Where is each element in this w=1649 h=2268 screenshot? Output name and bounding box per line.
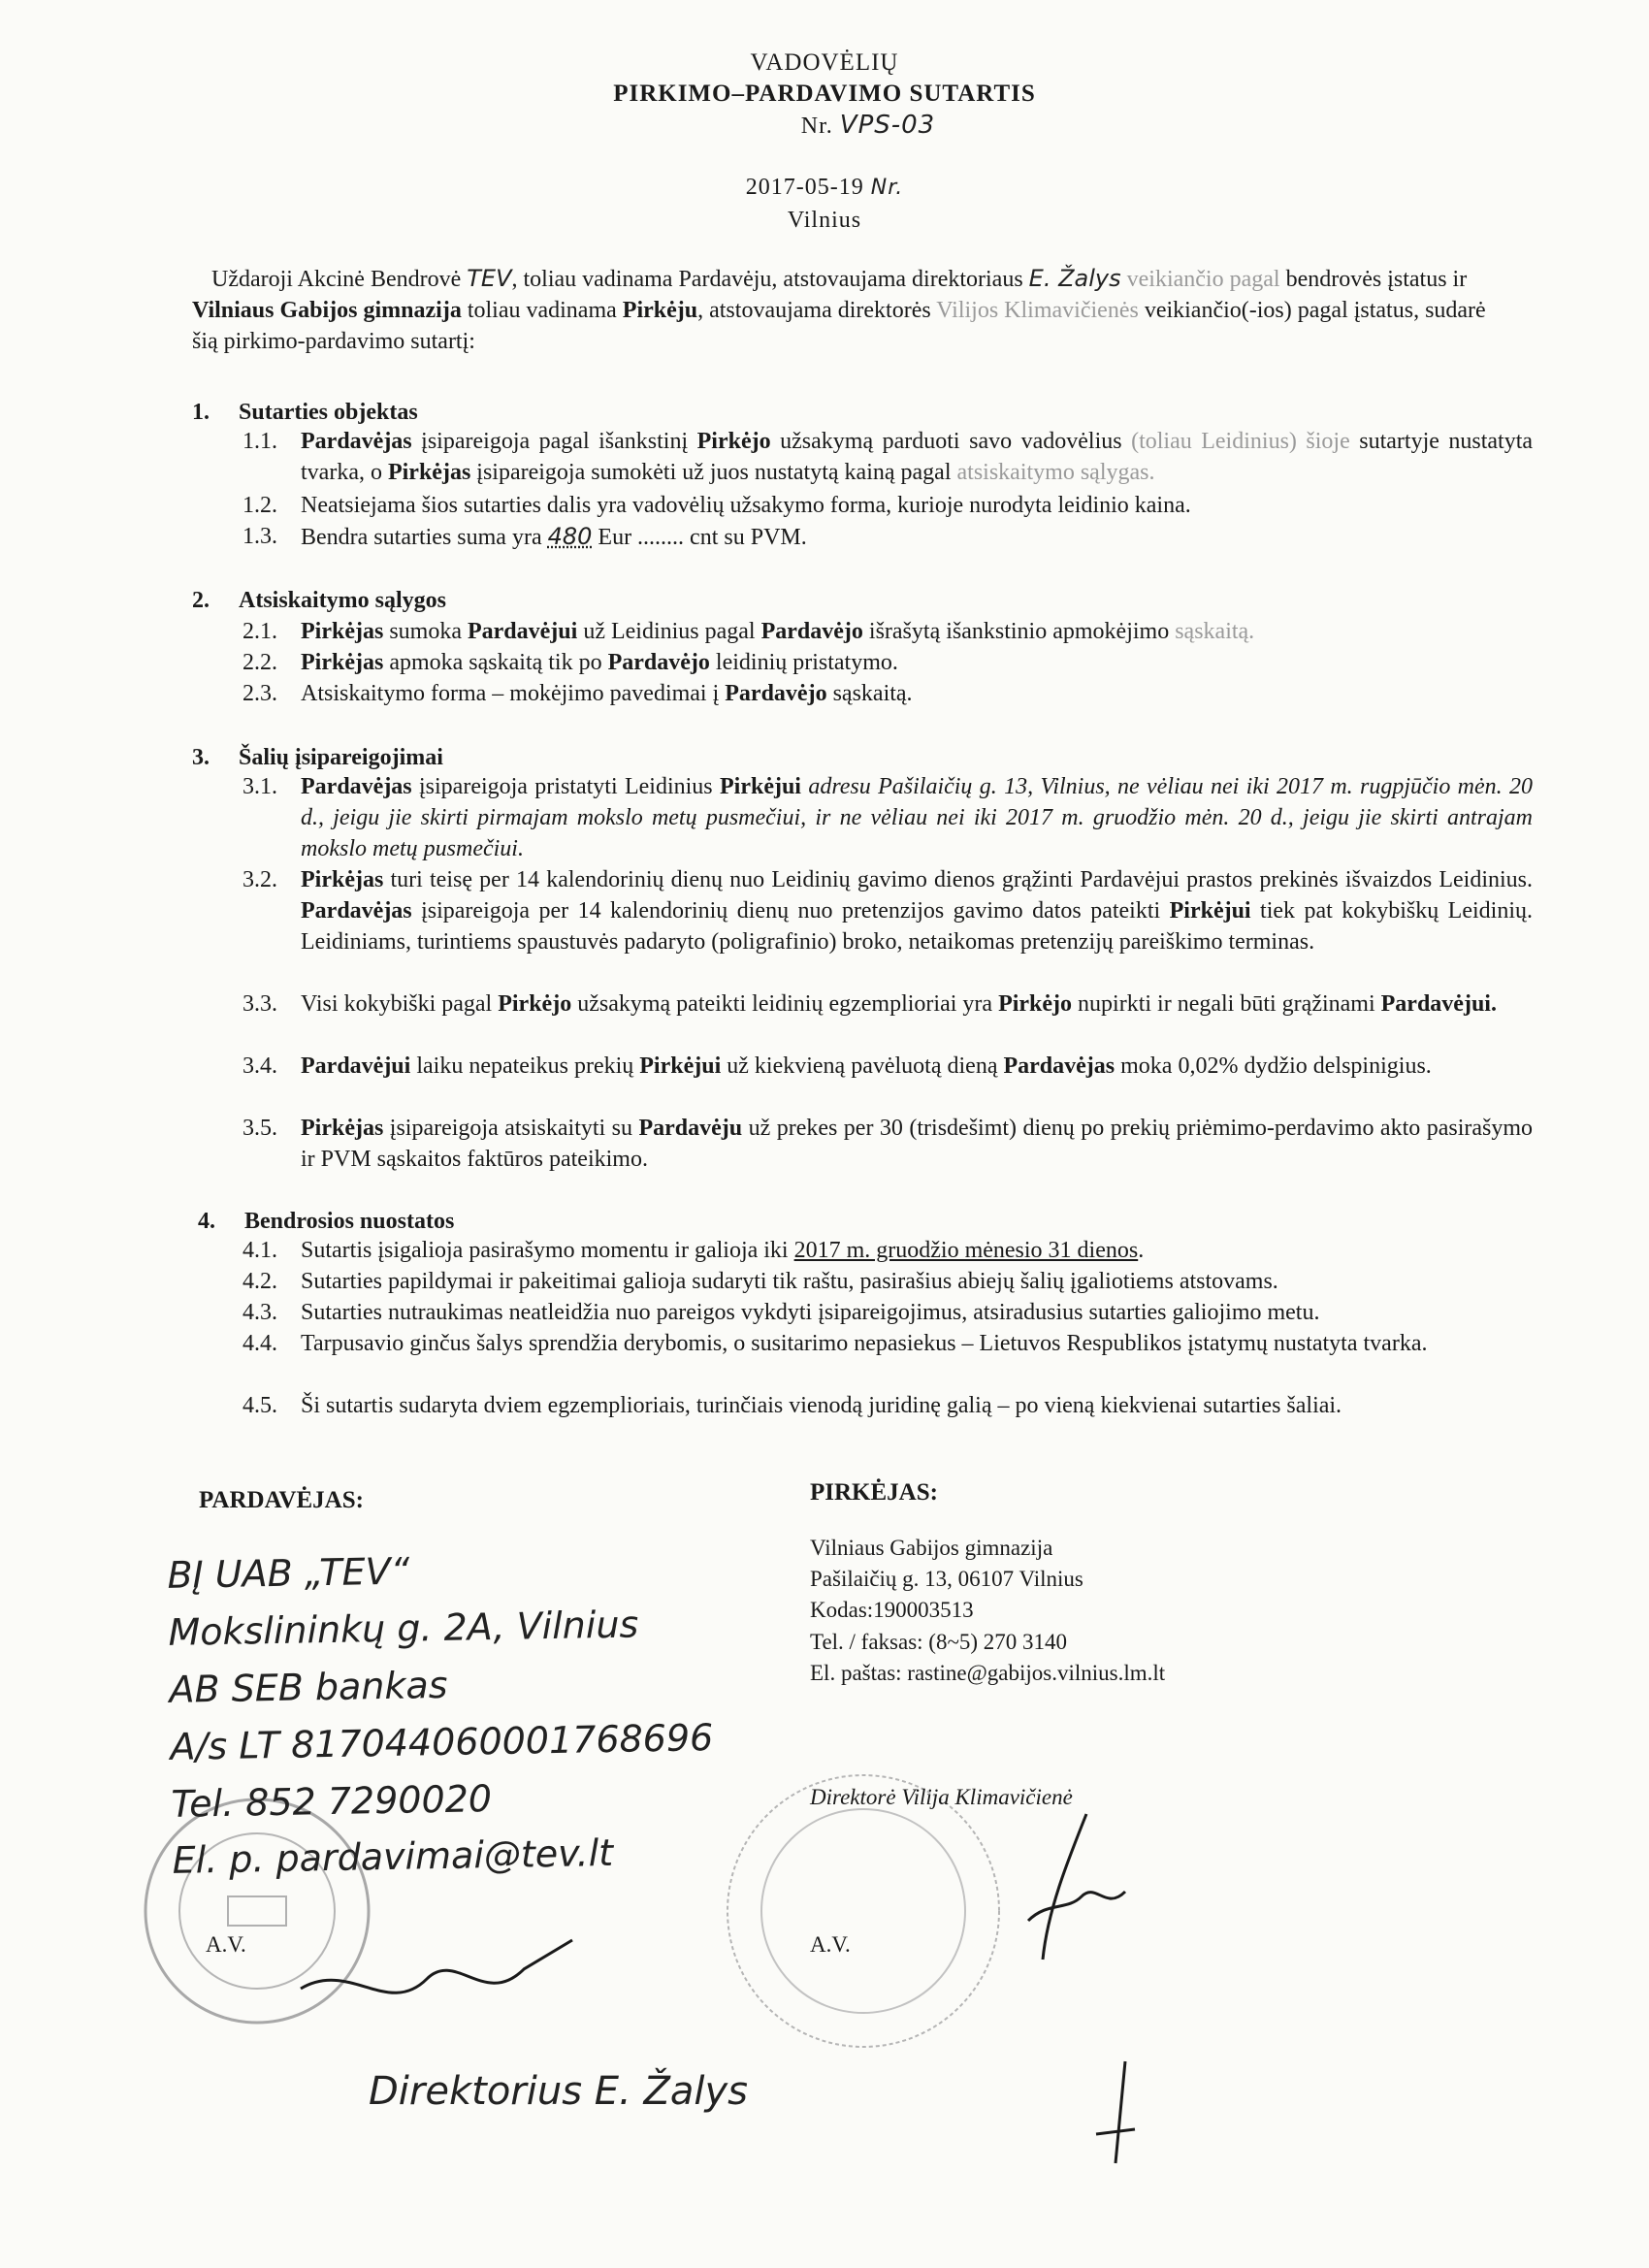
clause-text: už kiekvieną pavėluotą dieną [727, 1053, 998, 1079]
clause-text: užsakymą parduoti savo vadovėlius [780, 429, 1122, 454]
seller-bank-handwritten: AB SEB bankas [169, 1663, 448, 1711]
title-line-2: PIRKIMO–PARDAVIMO SUTARTIS [613, 81, 1036, 107]
clause-text: sąskaitą. [1175, 619, 1255, 644]
seller-director-handwritten: E. Žalys [1028, 265, 1121, 292]
section-number: 4. [198, 1209, 215, 1234]
clause-text: Atsiskaitymo forma – mokėjimo pavedimai į [301, 681, 720, 706]
clause-text: Pardavėjui [301, 1053, 411, 1079]
clause-number: 3.4. [242, 1053, 277, 1079]
clause-text: Pardavėjui. [1380, 991, 1497, 1017]
contract-date [0, 173, 1649, 204]
clause-text: Eur ........ cnt su PVM. [598, 525, 807, 550]
clause-number: 3.3. [242, 991, 277, 1017]
intro-text: veikiančio pagal [1126, 267, 1280, 292]
clause-3-3 [242, 989, 1533, 1021]
clause-text: Pardavėjo [607, 650, 710, 675]
seller-signature-handwritten: Direktorius E. Žalys [369, 2069, 748, 2114]
buyer-heading: PIRKĖJAS: [810, 1479, 938, 1506]
clause-text: Pirkėjas [301, 650, 384, 675]
clause-number: 4.3. [242, 1300, 277, 1325]
clause-text: laiku nepateikus prekių [416, 1053, 634, 1079]
seller-signature-icon [291, 1901, 582, 2037]
clause-text: sumoka [389, 619, 462, 644]
clause-3-1 [242, 772, 1533, 865]
clause-text: užsakymą pateikti leidinių egzemplioriai yra [577, 991, 993, 1017]
clause-text: Ši sutartis sudaryta dviem egzemplioriais, turinčiais vienodą juridinę galią – po vieną kiekvienai sutarties šaliai. [301, 1393, 1342, 1418]
clause-number: 1.2. [242, 493, 277, 518]
clause-text: Pardavėjui [467, 619, 578, 644]
clause-number: 4.4. [242, 1331, 277, 1356]
seller-company-handwritten: BĮ UAB „TEV“ [167, 1549, 410, 1597]
seller-address-handwritten: Mokslininkų g. 2A, Vilnius [168, 1603, 639, 1654]
clause-text: Pardavėjo [725, 681, 827, 706]
clause-text: įsipareigoja atsiskaityti su [389, 1116, 632, 1141]
clause-text: moka 0,02% dydžio delspinigius. [1120, 1053, 1432, 1079]
section-number: 2. [192, 588, 210, 613]
seller-account-handwritten: A/s LT 817044060001768696 [170, 1715, 714, 1768]
clause-text: Sutarties papildymai ir pakeitimai galioja sudaryti tik raštu, pasirašius abiejų šalių įgaliotiems atstovams. [301, 1269, 1278, 1294]
clause-2-3 [242, 679, 1533, 710]
clause-number: 1.1. [242, 429, 277, 454]
section-4-heading [198, 1207, 454, 1238]
number-label: Nr. [800, 113, 833, 139]
clause-text: Sutartis įsigalioja pasirašymo momentu ir galioja iki [301, 1238, 789, 1263]
clause-4-5 [242, 1391, 1533, 1422]
seller-phone-handwritten: Tel. 852 7290020 [171, 1776, 493, 1826]
clause-text: Pirkėjas [301, 619, 384, 644]
seller-name-handwritten: TEV [467, 265, 512, 292]
clause-text: Pirkėjas [301, 867, 384, 892]
buyer-address: Pašilaičių g. 13, 06107 Vilnius [810, 1567, 1083, 1592]
clause-text: apmoka sąskaitą tik po [389, 650, 602, 675]
clause-4-4 [242, 1329, 1533, 1360]
intro-text: , toliau vadinama Pardavėju, atstovaujama direktoriaus [511, 267, 1023, 292]
clause-number: 1.3. [242, 524, 277, 549]
section-1-heading [192, 398, 418, 429]
clause-text: leidinių pristatymo. [715, 650, 898, 675]
date-value: 2017-05-19 [745, 175, 864, 200]
buyer-name: Vilniaus Gabijos gimnazija [192, 297, 462, 323]
buyer-email: El. paštas: rastine@gabijos.vilnius.lm.lt [810, 1660, 1166, 1685]
contract-city: Vilnius [787, 208, 862, 233]
seller-handwritten-details [167, 1538, 716, 1890]
clause-1-1 [242, 427, 1533, 489]
clause-text: Pardavėjas [301, 897, 412, 923]
section-title: Sutarties objektas [239, 400, 418, 425]
clause-3-4 [242, 1052, 1533, 1083]
clause-text: Pardavėjas [301, 774, 412, 799]
clause-3-5 [242, 1114, 1533, 1176]
clause-text: nupirkti ir negali būti grąžinami [1078, 991, 1375, 1017]
number-value-handwritten: VPS-03 [839, 111, 936, 140]
buyer-phone: Tel. / faksas: (8~5) 270 3140 [810, 1629, 1068, 1654]
clause-4-3 [242, 1298, 1533, 1329]
clause-number: 3.2. [242, 867, 277, 892]
section-3-heading [192, 743, 443, 774]
clause-text: Pardavėjas [301, 429, 412, 454]
clause-text: Neatsiejama šios sutarties dalis yra vadovėlių užsakymo forma, kurioje nurodyta leidinio kaina. [301, 493, 1191, 518]
clause-text: . [1138, 1238, 1145, 1263]
clause-text: Pirkėjo [498, 991, 572, 1017]
clause-text: Pardavėjo [760, 619, 863, 644]
clause-text: sąskaitą. [832, 681, 913, 706]
clause-text: už Leidinius pagal [583, 619, 756, 644]
clause-number: 3.5. [242, 1116, 277, 1141]
buyer-details [810, 1533, 1165, 1689]
clause-number: 2.1. [242, 619, 277, 644]
clause-text: įsipareigoja pagal išankstinį [421, 429, 689, 454]
intro-text: bendrovės įstatus ir [1285, 267, 1468, 292]
clause-text: Pirkėjui [719, 774, 801, 799]
section-title: Bendrosios nuostatos [244, 1209, 455, 1234]
clause-1-2 [242, 491, 1533, 522]
title-line-1: VADOVĖLIŲ [750, 49, 899, 76]
clause-text: Pardavėju [638, 1116, 743, 1141]
clause-number: 2.2. [242, 650, 277, 675]
clause-text: už prekes per 30 (trisdešimt) dienų po prekių priėmimo-perdavimo akto pasirašymo ir PVM sąskaitos faktūros pateikimo. [301, 1116, 1534, 1172]
clause-text: Pirkėjas [387, 459, 471, 485]
section-number: 3. [192, 745, 210, 770]
intro-text: , atstovaujama direktorės [697, 297, 931, 323]
intro-text: toliau vadinama [467, 297, 617, 323]
buyer-name: Vilniaus Gabijos gimnazija [810, 1536, 1053, 1560]
seller-heading: PARDAVĖJAS: [199, 1487, 364, 1513]
clause-text: Tarpusavio ginčus šalys sprendžia derybomis, o susitarimo nepasiekus – Lietuvos Respublikos įstatymų nustatyta tvarka. [301, 1331, 1428, 1356]
contract-number [0, 109, 1649, 143]
buyer-signature-icon [989, 1804, 1164, 1979]
buyer-director-title: Direktorė Vilija Klimavičienė [810, 1785, 1073, 1809]
intro-paragraph [192, 264, 1511, 358]
clause-text: tiek pat kokybiškų Leidinių. Leidiniams, turintiems spaustuvės padaryto (poligrafinio) broko, netaikomas pretenzijų pareiškimo terminas. [301, 897, 1533, 955]
buyer-code: Kodas:190003513 [810, 1598, 974, 1623]
total-amount-handwritten: 480 [547, 523, 593, 550]
clause-3-2 [242, 865, 1533, 958]
clause-text: Pirkėjo [696, 429, 771, 454]
bottom-signature-mark-icon [1086, 2057, 1145, 2173]
seller-seal-mark: A.V. [206, 1932, 246, 1957]
clause-text: išrašytą išankstinio apmokėjimo [868, 619, 1170, 644]
clause-number: 3.1. [242, 774, 277, 799]
clause-text: Pardavėjas [1003, 1053, 1116, 1079]
clause-text: įsipareigoja pristatyti Leidinius [419, 774, 713, 799]
clause-1-3 [242, 522, 1533, 554]
clause-4-2 [242, 1267, 1533, 1298]
clause-text: 2017 m. gruodžio mėnesio 31 dienos [793, 1238, 1139, 1263]
clause-text: adresu Pašilaičių g. 13, Vilnius, ne vėliau nei iki 2017 m. rugpjūčio mėn. 20 d., jeigu jie skirti pirmajam mokslo metų pusmečiui, ir ne vėliau nei iki 2017 m. gruodžio mėn. 20 d., jeigu jie skirti antrajam mokslo metų pusmečiui. [301, 774, 1534, 861]
date-handwritten-mark: Nr. [870, 176, 904, 200]
clause-2-2 [242, 648, 1533, 679]
buyer-seal-mark: A.V. [810, 1932, 851, 1957]
section-title: Šalių įsipareigojimai [239, 745, 443, 770]
clause-text: sutartyje nustatyta tvarka, o [301, 429, 1534, 485]
clause-text: įsipareigoja per 14 kalendorinių dienų nuo pretenzijos gavimo datos pateikti [421, 897, 1161, 923]
clause-text: Bendra sutarties suma yra [301, 525, 542, 550]
clause-text: įsipareigoja sumokėti už juos nustatytą kainą pagal [476, 459, 952, 485]
seller-email-handwritten: El. p. pardavimai@tev.lt [172, 1831, 614, 1883]
clause-text: (toliau Leidinius) šioje [1131, 429, 1350, 454]
clause-number: 4.2. [242, 1269, 277, 1294]
section-title: Atsiskaitymo sąlygos [239, 588, 447, 613]
clause-text: Pirkėjas [301, 1116, 384, 1141]
intro-text: Pirkėju [622, 297, 698, 323]
intro-text: Uždaroji Akcinė Bendrovė [211, 267, 462, 292]
clause-number: 4.1. [242, 1238, 277, 1263]
clause-4-1 [242, 1236, 1533, 1267]
clause-text: Pirkėjo [998, 991, 1073, 1017]
clause-number: 4.5. [242, 1393, 277, 1418]
clause-text: Pirkėjui [639, 1053, 722, 1079]
clause-text: Pirkėjui [1169, 897, 1251, 923]
clause-text: Sutarties nutraukimas neatleidžia nuo pareigos vykdyti įsipareigojimus, atsiradusius sutarties galiojimo metu. [301, 1300, 1320, 1325]
clause-text: Visi kokybiški pagal [301, 991, 493, 1017]
intro-text: veikiančio(-ios) pagal įstatus, sudarė šią pirkimo-pardavimo sutartį: [192, 297, 1486, 354]
section-number: 1. [192, 400, 210, 425]
clause-number: 2.3. [242, 681, 277, 706]
clause-2-1 [242, 617, 1533, 648]
clause-text: turi teisę per 14 kalendorinių dienų nuo Leidinių gavimo dienos grąžinti Pardavėjui prastos prekinės išvaizdos Leidinius. [390, 867, 1533, 892]
clause-text: atsiskaitymo sąlygas. [956, 459, 1155, 485]
section-2-heading [192, 586, 446, 617]
buyer-director: Vilijos Klimavičienės [936, 297, 1139, 323]
